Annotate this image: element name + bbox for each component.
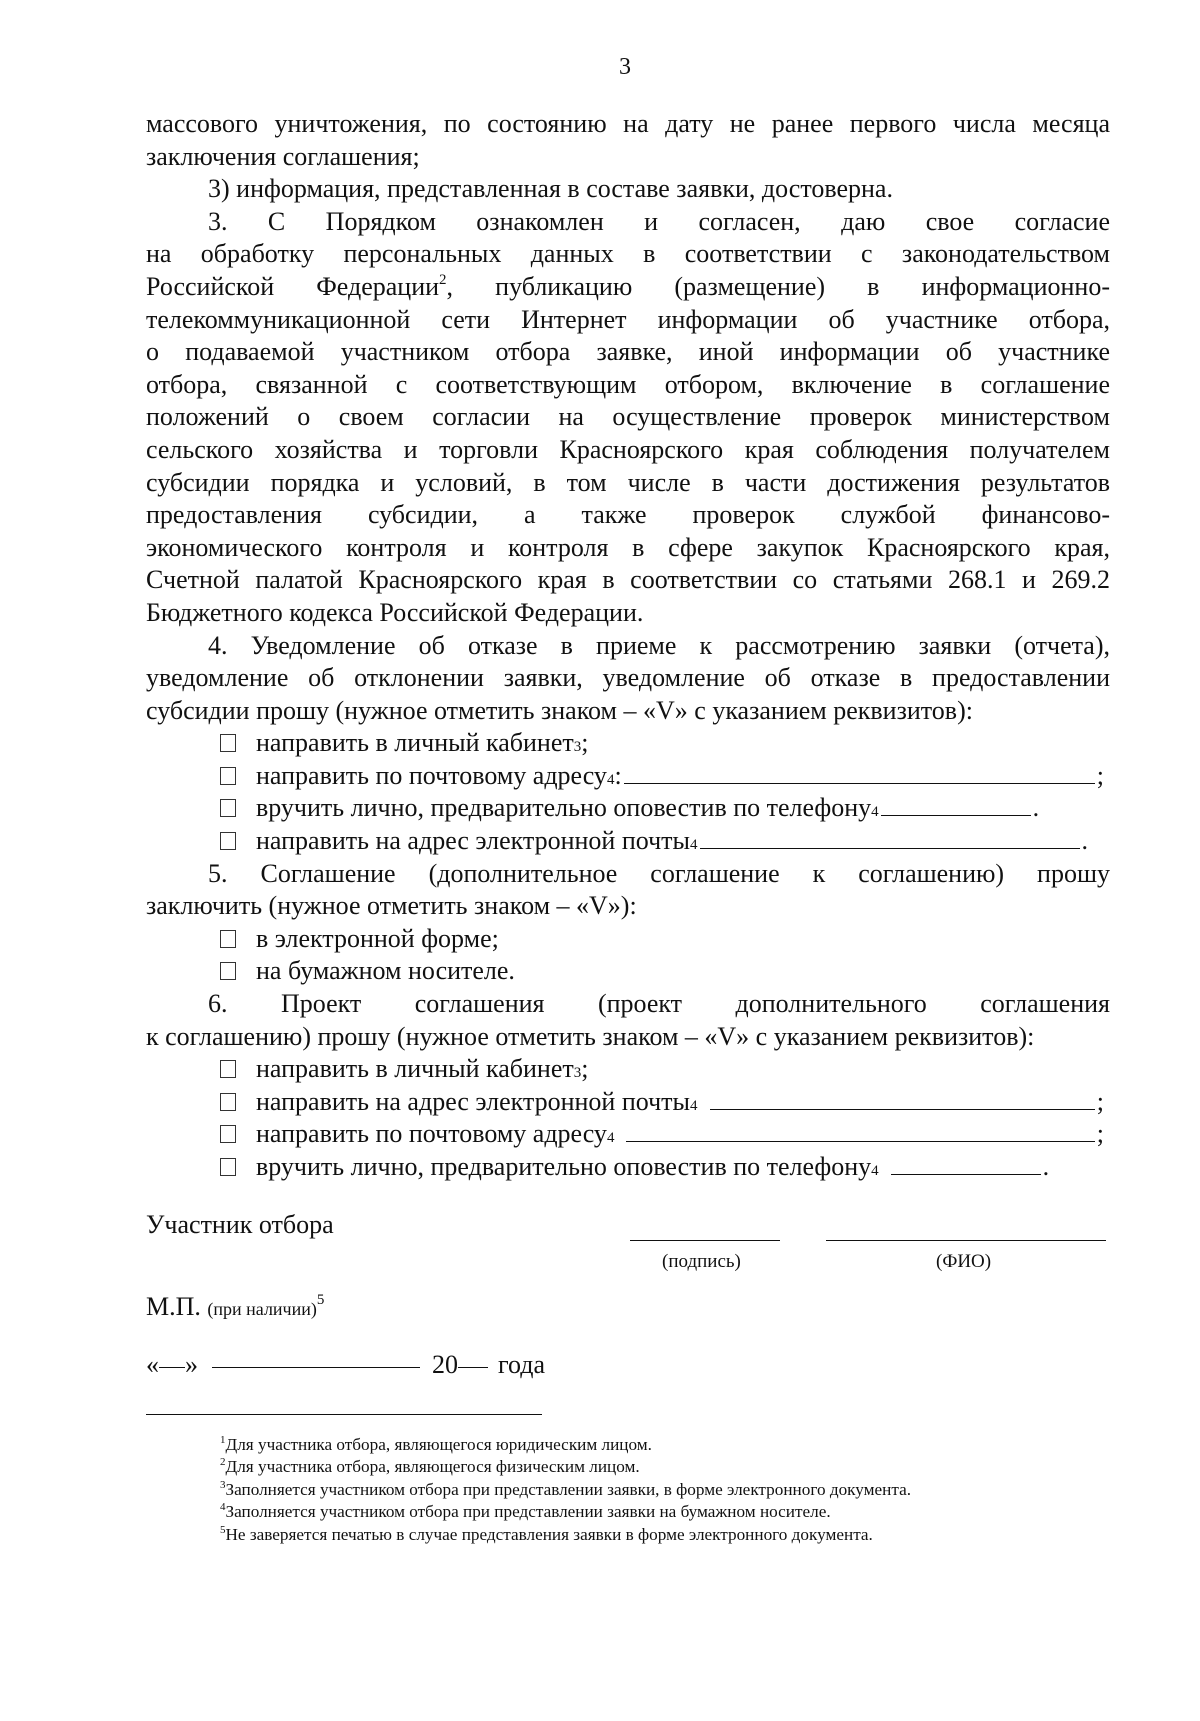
option-separator: : (614, 760, 622, 790)
footnote-text: Заполняется участником отбора при представлении заявки на бумажном носителе. (225, 1502, 831, 1522)
checkbox[interactable] (220, 1060, 236, 1078)
footnote-text: Для участника отбора, являющегося юридическим лицом. (225, 1435, 652, 1454)
option-label: в электронной форме; (256, 923, 499, 953)
checkbox[interactable] (220, 799, 236, 817)
text-line: 6. Проект соглашения (проект дополнительного соглашения (208, 989, 1110, 1019)
text-line: Бюджетного кодекса Российской Федерации. (146, 597, 644, 627)
phone-field[interactable] (891, 1174, 1041, 1175)
option-tail: ; (581, 1054, 589, 1084)
text-line: субсидии порядка и условий, в том числе в части достижения результатов (146, 467, 1110, 497)
text-line: телекоммуникационной сети Интернет информации об участнике отбора, (146, 304, 1110, 334)
option-tail: ; (1096, 760, 1104, 790)
footnote (220, 1501, 911, 1523)
option-label: вручить лично, предварительно оповестив по телефону (256, 793, 872, 823)
year-word: года (498, 1350, 546, 1379)
postal-address-field[interactable] (624, 783, 1095, 784)
text-fragment: Российской Федерации (146, 271, 440, 301)
footnote-ref: 2 (439, 271, 447, 288)
text-line: к соглашению) прошу (нужное отметить знаком – «V» с указанием реквизитов): (146, 1021, 1035, 1051)
option-label: на бумажном носителе. (256, 956, 515, 986)
section-6 (146, 988, 1110, 1184)
section-4 (146, 630, 1110, 858)
footnote-text: Для участника отбора, являющегося физическим лицом. (225, 1457, 640, 1477)
option-label: направить по почтовому адресу (256, 1119, 607, 1149)
postal-address-field[interactable] (626, 1141, 1094, 1142)
text-line: уведомление об отклонении заявки, уведомление об отказе в предоставлении (146, 663, 1110, 693)
footnote-divider (146, 1414, 542, 1415)
text-line: Счетной палатой Красноярского края в соответствии со статьями 268.1 и 269.2 (146, 565, 1110, 595)
text-line: 3. С Порядком ознакомлен и согласен, даю свое согласие (208, 206, 1110, 236)
checkbox[interactable] (220, 1093, 236, 1111)
option-label: направить на адрес электронной почты (256, 1086, 690, 1116)
stamp-note: (при наличии) (207, 1299, 317, 1319)
email-field[interactable] (700, 848, 1080, 849)
option-row (146, 955, 1110, 988)
year-prefix: 20 (432, 1350, 458, 1379)
checkbox[interactable] (220, 832, 236, 850)
footnote-number: 4 (220, 1501, 226, 1514)
footnote (220, 1456, 911, 1478)
stamp-place (146, 1292, 324, 1322)
text-line: сельского хозяйства и торговли Красноярского края соблюдения получателем (146, 434, 1110, 464)
text-line: о подаваемой участником отбора заявке, иной информации об участнике (146, 337, 1110, 367)
stamp-label: М.П. (146, 1292, 201, 1321)
checkbox[interactable] (220, 734, 236, 752)
checkbox[interactable] (220, 1125, 236, 1143)
option-label: направить по почтовому адресу (256, 760, 607, 790)
text-line (146, 271, 1110, 304)
footnote-number: 3 (220, 1478, 226, 1491)
text-line: отбора, связанной с соответствующим отбором, включение в соглашение (146, 369, 1110, 399)
footnote-number: 1 (220, 1434, 226, 1446)
date-quote-open: « (146, 1350, 159, 1379)
option-row: направить на адрес электронной почты 4 . (146, 825, 1110, 858)
footnote (220, 1434, 911, 1456)
option-tail: ; (581, 728, 589, 758)
text-line: 4. Уведомление об отказе в приеме к рассмотрению заявки (отчета), (208, 630, 1110, 660)
text-fragment: , публикацию (размещение) в информационно- (446, 271, 1110, 301)
option-label: направить в личный кабинет (256, 1054, 574, 1084)
option-row: направить по почтовому адресу 4 : ; (146, 760, 1110, 793)
text-line: субсидии прошу (нужное отметить знаком – «V» с указанием реквизитов): (146, 695, 973, 725)
text-line: заключить (нужное отметить знаком – «V»): (146, 891, 637, 921)
option-label: направить на адрес электронной почты (256, 826, 690, 856)
checkbox[interactable] (220, 930, 236, 948)
text-line: 5. Соглашение (дополнительное соглашение к соглашению) прошу (208, 858, 1110, 888)
text-line: на обработку персональных данных в соответствии с законодательством (146, 239, 1110, 269)
signature-field[interactable] (630, 1240, 780, 1241)
participant-label: Участник отбора (146, 1210, 334, 1239)
footnote-ref: 5 (316, 1292, 325, 1308)
full-name-caption: (ФИО) (936, 1251, 992, 1272)
full-name-field[interactable] (826, 1240, 1106, 1241)
option-tail: . (1081, 826, 1088, 856)
text-line: экономического контроля и контроля в сфере закупок Красноярского края, (146, 532, 1110, 562)
checkbox[interactable] (220, 1158, 236, 1176)
year-field[interactable] (458, 1367, 488, 1368)
clause-3-item-3: 3) информация, представленная в составе заявки, достоверна. (208, 174, 893, 204)
option-row (146, 923, 1110, 956)
option-row: вручить лично, предварительно оповестив по телефону 4 . (146, 1151, 1110, 1184)
footnote (220, 1524, 911, 1546)
option-row: направить в личный кабинет 3 ; (146, 1053, 1110, 1086)
footnote (220, 1479, 911, 1501)
option-tail: . (1042, 1152, 1050, 1181)
option-row: направить на адрес электронной почты 4 ; (146, 1086, 1110, 1119)
option-tail: ; (1096, 1119, 1104, 1149)
text-line: заключения соглашения; (146, 141, 420, 171)
option-label: вручить лично, предварительно оповестив по телефону (256, 1152, 872, 1181)
footnote-text: Не заверяется печатью в случае представления заявки в форме электронного документа. (225, 1524, 873, 1544)
footnotes (220, 1434, 911, 1546)
section-3 (146, 206, 1110, 630)
footnote-number: 2 (220, 1456, 226, 1469)
month-field[interactable] (212, 1367, 420, 1368)
option-row: направить по почтовому адресу 4 ; (146, 1118, 1110, 1151)
text-line: предоставления субсидии, а также проверок службой финансово- (146, 500, 1110, 530)
document-body (146, 108, 1110, 1184)
phone-field[interactable] (881, 815, 1031, 816)
checkbox[interactable] (220, 962, 236, 980)
text-line: положений о своем согласии на осуществление проверок министерством (146, 402, 1110, 432)
text-line: массового уничтожения, по состоянию на дату не ранее первого числа месяца (146, 109, 1110, 138)
option-tail: . (1032, 793, 1040, 823)
checkbox[interactable] (220, 767, 236, 785)
option-label: направить в личный кабинет (256, 728, 574, 758)
option-tail: ; (1096, 1086, 1104, 1116)
option-row: вручить лично, предварительно оповестив по телефону 4 . (146, 792, 1110, 825)
signature-caption: (подпись) (662, 1251, 741, 1272)
date-line (146, 1350, 545, 1380)
date-quote-close: » (185, 1350, 198, 1379)
page-number: 3 (619, 54, 631, 80)
section-5 (146, 858, 1110, 988)
email-field[interactable] (710, 1109, 1095, 1110)
footnote-text: Заполняется участником отбора при представлении заявки, в форме электронного документа. (225, 1479, 912, 1499)
day-field[interactable] (159, 1367, 185, 1368)
footnote-number: 5 (220, 1523, 226, 1536)
option-row: направить в личный кабинет 3 ; (146, 727, 1110, 760)
